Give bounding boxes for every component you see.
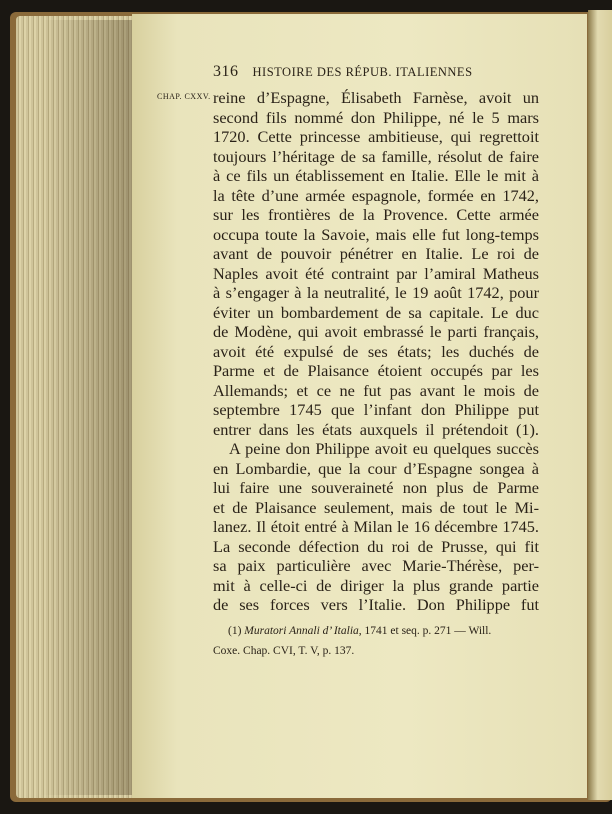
running-title: HISTOIRE DES RÉPUB. ITALIENNES: [252, 65, 473, 79]
text-line: mit à celle-ci de diriger la plus grande partie: [213, 575, 539, 595]
text-line: à s’engager à la neutralité, le 19 août 1742, pour: [213, 283, 539, 302]
text-line: de ses forces vers l’Italie. Don Philippe fut: [213, 595, 539, 614]
chapter-margin-note: CHAP. CXXV.: [157, 92, 211, 101]
footnote-line-1: [228, 625, 538, 637]
text-line: sa paix particulière avec Marie-Thérèse, per-: [213, 556, 539, 575]
text-line: en Lombardie, que la cour d’Espagne songea à: [213, 458, 539, 478]
text-line: entrer dans les états auxquels il prétendoit (1).: [213, 419, 539, 439]
text-line: sur les frontières de la Provence. Cette armée: [213, 205, 539, 224]
text-line: septembre 1745 que l’infant don Philippe put: [213, 400, 539, 419]
text-line: à ce fils un établissement en Italie. Elle le mit à: [213, 166, 539, 185]
footnote-rest: , 1741 et seq. p. 271 — Will.: [358, 625, 492, 637]
text-line: La seconde défection du roi de Prusse, qui fit: [213, 536, 539, 556]
text-line: avant de pouvoir pénétrer en Italie. Le roi de: [213, 244, 539, 263]
text-line: de Modène, qui avoit embrassé le parti français,: [213, 322, 539, 341]
text-line: toujours l’héritage de sa famille, résolut de faire: [213, 146, 539, 166]
text-line: Parme et de Plaisance étoient occupés par les: [213, 361, 539, 380]
text-line: occupa toute la Savoie, mais elle fut long-temps: [213, 224, 539, 244]
text-line: reine d’Espagne, Élisabeth Farnèse, avoit un: [213, 88, 539, 107]
text-line: lanez. Il étoit entré à Milan le 16 décembre 1745.: [213, 517, 539, 536]
text-line: éviter un bombardement de sa capitale. Le duc: [213, 302, 539, 322]
text-line: A peine don Philippe avoit eu quelques succès: [229, 439, 539, 458]
text-line: et de Plaisance seulement, mais de tout le Mi-: [213, 497, 539, 517]
text-line: second fils nommé don Philippe, né le 5 mars: [213, 107, 539, 127]
running-head: [213, 63, 539, 81]
text-line: avoit été expulsé de ses états; les duchés de: [213, 341, 539, 361]
footnote-line-2: Coxe. Chap. CVI, T. V, p. 137.: [213, 645, 355, 657]
text-line: lui faire une souveraineté non plus de Parme: [213, 478, 539, 497]
page-edges-shadow: [40, 20, 136, 795]
facing-page-edge: [588, 10, 612, 800]
footnote-marker: (1): [228, 625, 242, 637]
text-line: 1720. Cette princesse ambitieuse, qui regrettoit: [213, 127, 539, 146]
page-number: 316: [213, 63, 239, 80]
text-line: la tête d’une armée espagnole, formée en 1742,: [213, 185, 539, 205]
text-line: Naples avoit été contraint par l’amiral Matheus: [213, 263, 539, 283]
footnote-title: Muratori Annali d’ Italia: [244, 625, 359, 637]
text-line: Allemands; et ce ne fut pas avant le mois de: [213, 380, 539, 400]
